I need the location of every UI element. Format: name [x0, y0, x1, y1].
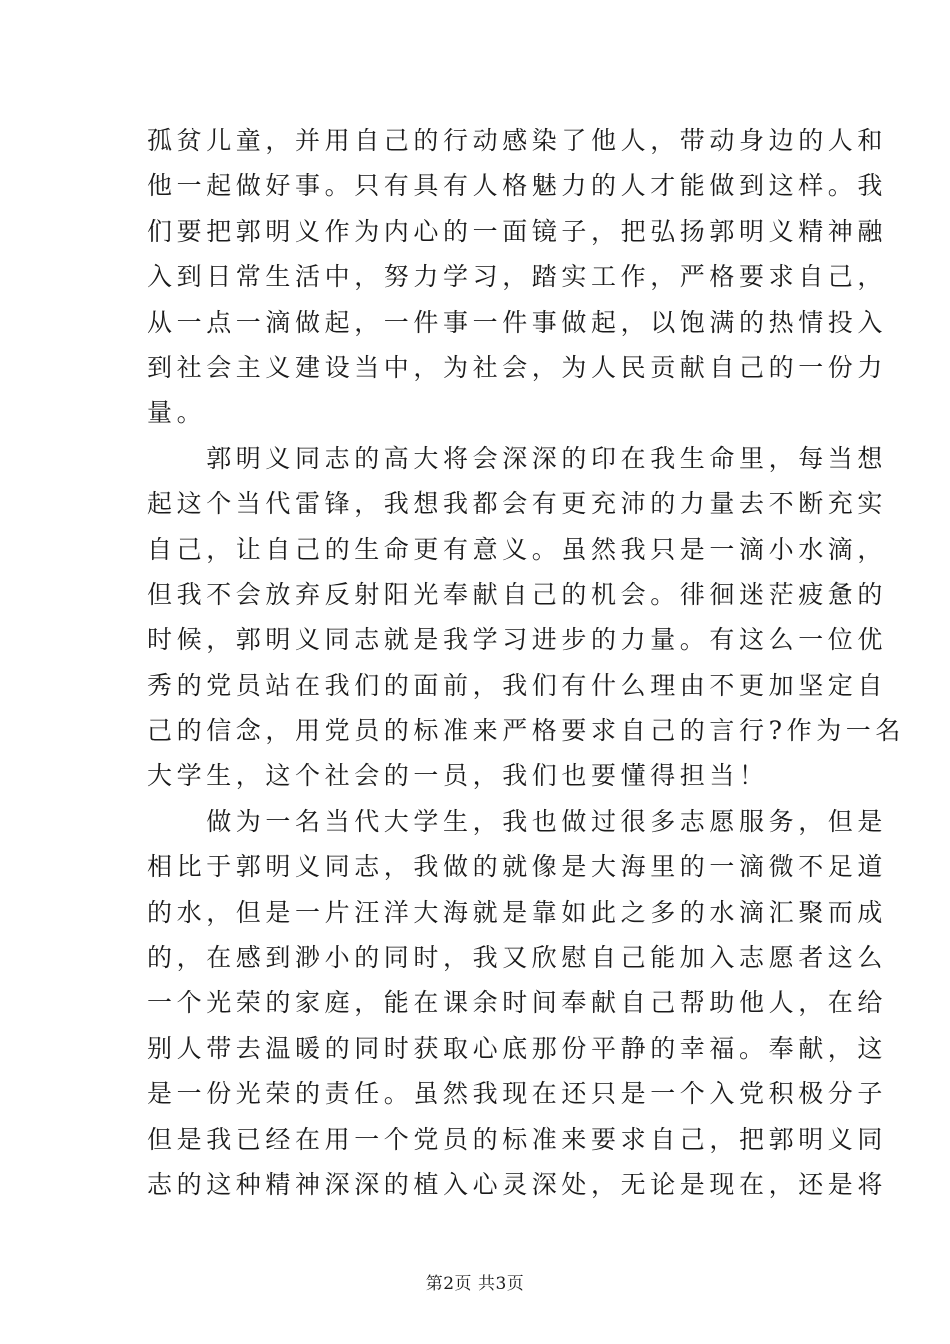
text-line: 时候，郭明义同志就是我学习进步的力量。有这么一位优: [147, 625, 888, 655]
text-line: 们要把郭明义作为内心的一面镜子，把弘扬郭明义精神融: [147, 216, 888, 246]
text-line: 郭明义同志的高大将会深深的印在我生命里，每当想: [147, 443, 888, 473]
text-line: 的水，但是一片汪洋大海就是靠如此之多的水滴汇聚而成: [147, 897, 888, 927]
text-line: 大学生，这个社会的一员，我们也要懂得担当！: [147, 761, 769, 791]
text-line: 起这个当代雷锋，我想我都会有更充沛的力量去不断充实: [147, 489, 888, 519]
text-line: 是一份光荣的责任。虽然我现在还只是一个入党积极分子: [147, 1079, 888, 1109]
text-line: 到社会主义建设当中，为社会，为人民贡献自己的一份力: [147, 352, 888, 382]
text-line: 但我不会放弃反射阳光奉献自己的机会。徘徊迷茫疲惫的: [147, 579, 888, 609]
text-line: 从一点一滴做起，一件事一件事做起，以饱满的热情投入: [147, 307, 888, 337]
page-number-footer: 第2页 共3页: [425, 1274, 525, 1294]
text-line: 志的这种精神深深的植入心灵深处，无论是现在，还是将: [147, 1169, 888, 1199]
text-line: 入到日常生活中，努力学习，踏实工作，严格要求自己，: [147, 262, 888, 292]
text-line: 量。: [147, 398, 207, 428]
document-body: [147, 118, 906, 1207]
text-line: 一个光荣的家庭，能在课余时间奉献自己帮助他人，在给: [147, 988, 888, 1018]
text-line: 他一起做好事。只有具有人格魅力的人才能做到这样。我: [147, 171, 888, 201]
text-line: 做为一名当代大学生，我也做过很多志愿服务，但是: [147, 806, 888, 836]
text-line: 但是我已经在用一个党员的标准来要求自己，把郭明义同: [147, 1124, 888, 1154]
text-line: 相比于郭明义同志，我做的就像是大海里的一滴微不足道: [147, 852, 888, 882]
text-line: 别人带去温暖的同时获取心底那份平静的幸福。奉献，这: [147, 1033, 888, 1063]
text-line: 孤贫儿童，并用自己的行动感染了他人，带动身边的人和: [147, 126, 888, 155]
text-line: 秀的党员站在我们的面前，我们有什么理由不更加坚定自: [147, 670, 888, 700]
text-line: 的，在感到渺小的同时，我又欣慰自己能加入志愿者这么: [147, 943, 888, 973]
text-line: 己的信念，用党员的标准来严格要求自己的言行?作为一名: [147, 716, 906, 746]
text-line: 自己，让自己的生命更有意义。虽然我只是一滴小水滴，: [147, 534, 888, 564]
